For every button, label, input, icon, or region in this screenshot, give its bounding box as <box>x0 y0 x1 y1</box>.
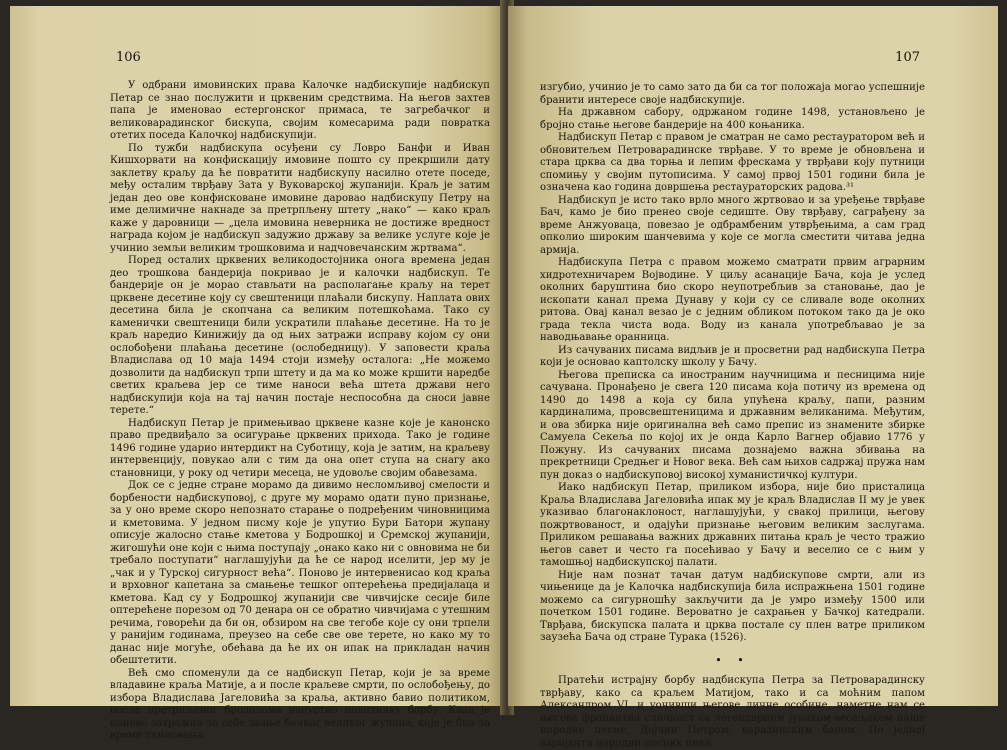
paragraph: По тужби надбискупа осуђени су Ловро Банфи и Иван Кишхорвати на конфискацију имовине пошто су прекршили дату заклетву краљу да ће повратити надбискупу насилно отете поседе, међу осталим тврђаву Зата у Вуковарској жупанији. Краљ је затим један део ове конфисковане имовине даровао надбискупу Петру на име делимичне накнаде за претрпљену штету „нако“ — како краљ каже у даровници — „цела имовина неверника не достиже вредност награда којом је надбискуп задужио државу за велике услуге које је учинио земљи великим трошковима и надчовечанским жртвама“. <box>110 142 490 254</box>
paragraph: Поред осталих црквених великодостојника онога времена један део трошкова бандерија покривао је и калочки надбискуп. Те бандерије он је морао стављати на располагање краљу на терет црквене десетине коју су свештеници плаћали бискупу. Наплата ових десетина била је скопчана са великим потешкоћама. Тако су каменички свештеници били ускратили плаћање десетине. На то је краљ наредио Кинижију да од њих затражи исправу којом су они ослобођени плаћања десетине (ослобедницу). У заповести краља Владислава од 10 маја 1494 стоји између осталога: „Не можемо дозволити да надбискуп трпи штету и да ма ко може кршити наредбе светих краљева јер се тиме наноси већа штета држави него надбискупији која на тај начин постаје неспособна да сноси јавне терете.“ <box>110 255 490 416</box>
paragraph: изгубио, учинио је то само зато да би са тог положаја могао успешније бранити интересе своје надбискупије. <box>540 82 925 106</box>
right-page-text <box>540 82 925 750</box>
left-page-text <box>110 80 490 743</box>
page-number-left: 106 <box>116 50 141 65</box>
paragraph: У одбрани имовинских права Калочке надбискупије надбискуп Петар се знао послужити и црквеним средствима. На његов захтев папа је именовао естергонског примаса, те загребачког и великоварадинског бискупа, својим комесарима ради повратка отетих поседа Калочкој надбискупији. <box>110 80 490 141</box>
paragraph: Иако надбискуп Петар, приликом избора, није био присталица Краља Владислава Јагеловића ипак му је краљ Владислав II му је увек указивао благонаклоност, наглашујући, у свакој прилици, његову пожртвованост, и одајући признање његовим великим заслугама. Приликом решавања важних државних питања краљ је често тражио његов савет и често га посећивао у Бачу и веселио се с њим у тамошњој надбискупској палати. <box>540 482 925 568</box>
paragraph: Пратећи истрајну борбу надбискупа Петра за Петроварадинску тврђаву, како са краљем Матијом, тако и са моћним папом Александром VI, и уочивши његове личне особине, наметне нам се његова фрапантна сличност са легендарним јунаком-весељаком наше народне песме, Дојчин Петром, варадинским баном. По једној варијанти народни песник пева: <box>540 675 925 749</box>
page-number-right: 107 <box>895 50 920 65</box>
paragraph: Надбискуп Петар с правом је сматран не само рестауратором већ и обновитељем Петроварадинске тврђаве. У то време је обновљена и стара црква са два торња и лепим фрескама у тврђави коју путници спомињу у својим путописима. У самој првој 1501 години била је означена као година довршења рестаураторских радова.³¹ <box>540 132 925 193</box>
left-page <box>10 6 506 741</box>
paragraph: Већ смо споменули да се надбискуп Петар, који је за време владавине краља Матије, а и после краљеве смрти, по ослобођењу, до избора Владислава Јагеловића за краља, активно бавио политиком, после претрпљеног бродолома напустио политичку борбу. Када је поново затражио за себе звање бачког великог жупана, које је био за време тамновања <box>110 667 490 741</box>
paragraph: Његова преписка са иностраним научницима и песницима није сачувана. Пронађено је свега 120 писама која потичу из времена од 1490 до 1498 а која су била упућена краљу, папи, разним кардиналима, провсвештеницима и државним великанима. Међутим, и ова збирка није оригинална већ само препис из знамените збирке Самуела Секеља по којој их је онда Карло Вагнер објавио 1776 у Пожуну. Из сачуваних писама дознајемо важна збивања на прекретници Средњег и Новог века. Већ сам њихов садржај пружа нам пун доказ о надбискуповој високој хуманистичкој култури. <box>540 369 925 481</box>
paragraph: Надбискуп је исто тако врло много жртвовао и за уређење тврђаве Бач, камо је био пренео своје седиште. Ову тврђаву, саграђену за време Анжуоваца, повезао је одбрамбеним утврђењима, а сам град опколио широким шанчевима у које се могла сместити читава једна армија. <box>540 194 925 256</box>
section-break: • • <box>715 653 750 667</box>
right-page <box>508 6 998 749</box>
paragraph: Из сачуваних писама видљив је и просветни рад надбискупа Петра који је основао каптолску школу у Бачу. <box>540 344 925 368</box>
paragraph: Није нам познат тачан датум надбискупове смрти, али из чињенице да је Калочка надбискупија била испражњена 1501 године можемо са сигурношћу закључити да је умро између 1500 или почетком 1501 године. Вероватно је сахрањен у Бачкој катедрали. Тврђава, бискупска палата и црква постале су плен ватре приликом заузећа Бача од стране Турака (1526). <box>540 569 925 643</box>
paragraph: Надбискуп Петар је примењивао црквене казне које је канонско право предвиђало за осигурање црквених прихода. Тако је године 1496 године ударио интердикт на Суботицу, која је затим, на краљеву интервенцију, повукао али с тим да она опет ступа на снагу ако становници, у року од четири месеца, не удовоље својим обавезама. <box>110 417 490 479</box>
paragraph: Док се с једне стране морамо да дивимо несломљивој смелости и борбености надбискуповој, с друге му морамо одати пуно признање, за у оно време скоро непознато старање о подређеним чиновницима и кметовима. У једном писму које је упутио Бури Батори жупану описује жалосно стање кметова у Бодрошкој и Сремској жупанији, жигошући оне који с њима поступају „онако како ни с овновима не би требало поступати“ наглашујући да ће се народ иселити, јер му је „чак и у Турској сигурност већа“. Поново је интервенисао код краља и врховног капетана за смањење тешког оптерећења предијалаца и кметова. Кад су у Бодрошкој жупанији све чивчијске сесије биле оптерећене порезом од 70 денара он се обратио чивчијама с утешним речима, говорећи да би он, обзиром на све тегобе које су они трпели у ранијим годинама, преузео на себе све ове терете, но како му то данас није могуће, обећава да ће их он ипак на прикладан начин обештетити. <box>110 480 490 666</box>
paragraph: На државном сабору, одржаном године 1498, установљено је бројно стање његове бандерије на 400 коњаника. <box>540 107 925 131</box>
paragraph: Надбискупа Петра с правом можемо сматрати првим аграрним хидротехничарем Војводине. У циљу асанације Бача, која је услед околних баруштина био скоро неупотребљив за становање, дао је ископати канал према Дунаву у који су се сливале воде околних ритова. Овај канал везао је с једним обликом потоком тако да је око града текла чиста вода. Воду из канала употребљавао је за наводњавање оранница. <box>540 257 925 343</box>
